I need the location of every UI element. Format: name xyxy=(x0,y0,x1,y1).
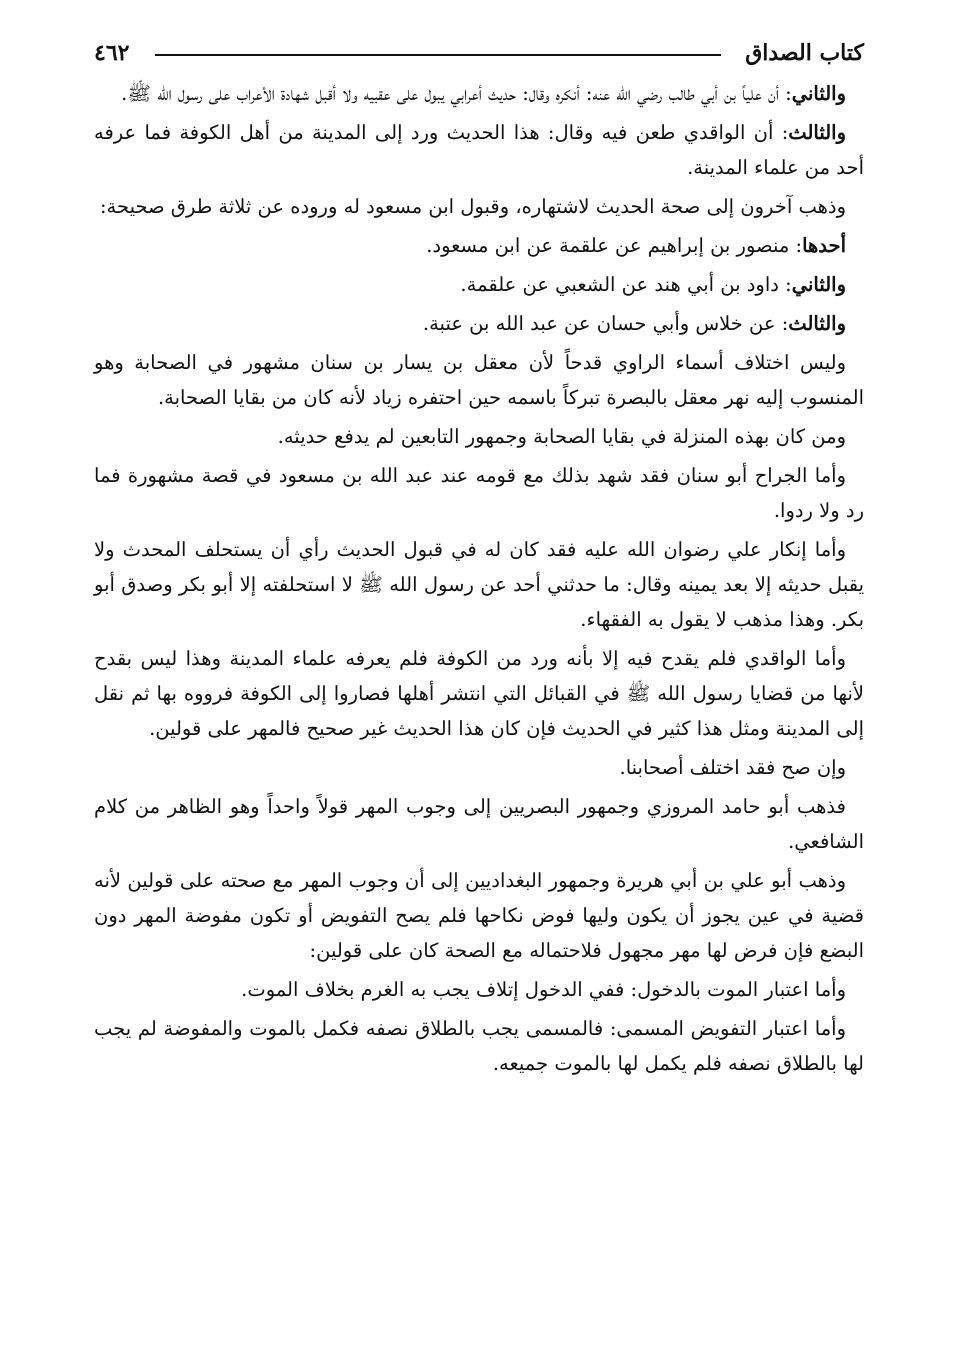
running-header xyxy=(94,36,864,70)
paragraph-text: وذهب آخرون إلى صحة الحديث لاشتهاره، وقبول ابن مسعود له وروده عن ثلاثة طرق صحيحة: xyxy=(99,195,846,218)
paragraph-text: وليس اختلاف أسماء الراوي قدحاً لأن معقل بن يسار بن سنان مشهور في الصحابة وهو المنسوب إليه نهر معقل بالبصرة تبركاً باسمه حين احتفره زياد لأنه كان من بقايا الصحابة. xyxy=(94,351,864,409)
paragraph-text: : عن خلاس وأبي حسان عن عبد الله بن عتبة. xyxy=(422,312,789,335)
chapter-title: كتاب الصداق xyxy=(745,40,864,66)
paragraph xyxy=(94,458,864,528)
paragraph-text: وأما إنكار علي رضوان الله عليه فقد كان له في قبول الحديث رأي أن يستحلف المحدث ولا يقبل حديثه إلا بعد يمينه وقال: ما حدثني أحد عن رسول الله ﷺ لا استحلفته إلا أبو بكر وصدق أبو بكر. وهذا مذهب لا يقول به الفقهاء. xyxy=(94,538,864,631)
paragraph-text: : أن الواقدي طعن فيه وقال: هذا الحديث ورد إلى المدينة من أهل الكوفة فما عرفه أحد من علماء المدينة. xyxy=(94,121,864,179)
paragraph-lead: أحدها xyxy=(802,234,846,257)
paragraph xyxy=(94,189,864,224)
paragraph xyxy=(94,641,864,746)
paragraph-text: وإن صح فقد اختلف أصحابنا. xyxy=(619,756,846,779)
paragraph-text: : داود بن أبي هند عن الشعبي عن علقمة. xyxy=(460,273,792,296)
paragraph-text: وأما الجراح أبو سنان فقد شهد بذلك مع قومه عند عبد الله بن مسعود في قصة مشهورة فما رد ولا ردوا. xyxy=(94,464,864,522)
paragraph-text: وأما اعتبار الموت بالدخول: ففي الدخول إتلاف يجب به الغرم بخلاف الموت. xyxy=(241,978,846,1001)
paragraph-text: وأما اعتبار التفويض المسمى: فالمسمى يجب بالطلاق نصفه فكمل بالموت والمفوضة لم يجب لها بالطلاق نصفه فلم يكمل لها بالموت جميعه. xyxy=(94,1017,864,1075)
paragraph-lead: والثاني xyxy=(791,273,846,296)
paragraph-lead: والثالث xyxy=(788,312,846,335)
paragraph xyxy=(94,532,864,637)
paragraph-text: وأما الواقدي فلم يقدح فيه إلا بأنه ورد من الكوفة فلم يعرفه علماء المدينة وهذا ليس بقدح لأنها من قضايا رسول الله ﷺ في القبائل التي انتشر أهلها فصاروا إلى الكوفة فرووه بها ثم نقل إلى المدينة ومثل هذا كثير في الحديث فإن كان هذا الحديث غير صحيح فالمهر على قولين. xyxy=(94,647,864,740)
page-number: ٤٦٢ xyxy=(94,40,130,66)
chain-item xyxy=(94,306,864,341)
paragraph xyxy=(94,76,864,111)
paragraph-lead: والثالث xyxy=(788,121,846,144)
paragraph-lead: والثاني xyxy=(791,82,846,105)
page-body xyxy=(94,76,864,1081)
paragraph xyxy=(94,863,864,968)
paragraph xyxy=(94,115,864,185)
paragraph-text: وذهب أبو علي بن أبي هريرة وجمهور البغداديين إلى أن وجوب المهر مع صحته على قولين لأنه قضية في عين يجوز أن يكون وليها فوض نكاحها فلم يصح التفويض أو تكون مفوضة المهر دون البضع فإن فرض لها مهر مجهول فلاحتماله مع الصحة كان على قولين: xyxy=(94,869,864,962)
paragraph-text: فذهب أبو حامد المروزي وجمهور البصريين إلى وجوب المهر قولاً واحداً وهو الظاهر من كلام الشافعي. xyxy=(94,795,864,853)
chain-item xyxy=(94,267,864,302)
paragraph xyxy=(94,1011,864,1081)
chain-item xyxy=(94,228,864,263)
paragraph-text: ومن كان بهذه المنزلة في بقايا الصحابة وجمهور التابعين لم يدفع حديثه. xyxy=(277,425,846,448)
paragraph xyxy=(94,345,864,415)
header-rule xyxy=(155,54,721,56)
paragraph xyxy=(94,750,864,785)
paragraph xyxy=(94,419,864,454)
paragraph xyxy=(94,972,864,1007)
paragraph-text: : أن علياً بن أبي طالب رضي الله عنه: أنكره وقال: حديث أعرابي يبول على عقبيه ولا أقبل شهادة الأعراب على رسول الله ﷺ. xyxy=(121,82,792,105)
paragraph-text: : منصور بن إبراهيم عن علقمة عن ابن مسعود. xyxy=(426,234,803,257)
paragraph xyxy=(94,789,864,859)
